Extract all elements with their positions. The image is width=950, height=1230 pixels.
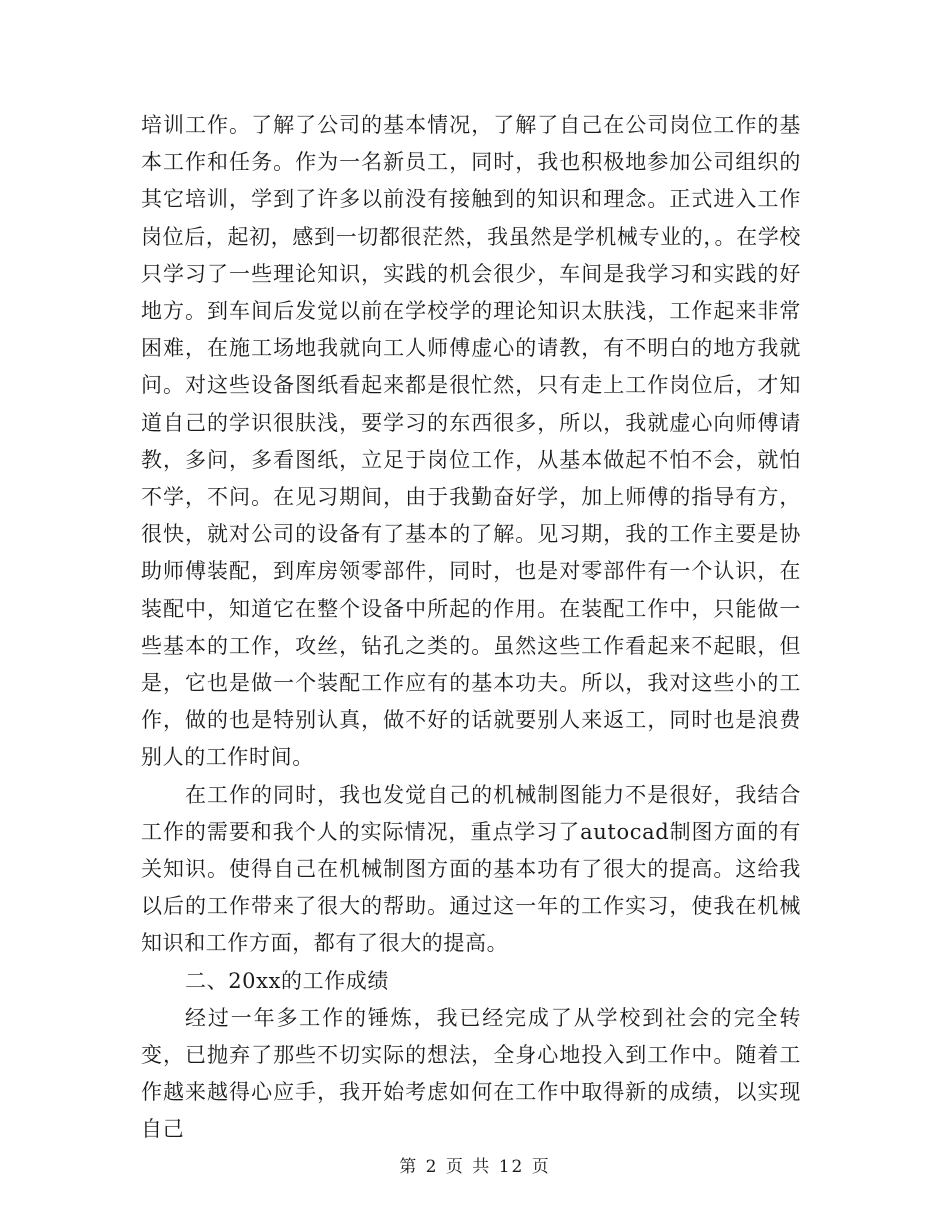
page-number-footer: 第 2 页 共 12 页	[399, 1157, 551, 1177]
body-paragraph-2: 在工作的同时，我也发觉自己的机械制图能力不是很好，我结合工作的需要和我个人的实际情况，重点学习了autocad制图方面的有关知识。使得自己在机械制图方面的基本功有了很大的提高。这给我以后的工作带来了很大的帮助。通过这一年的工作实习，使我在机械知识和工作方面，都有了很大的提高。	[141, 782, 801, 956]
body-paragraph-3: 经过一年多工作的锤炼，我已经完成了从学校到社会的完全转变，已抛弃了那些不切实际的想法，全身心地投入到工作中。随着工作越来越得心应手，我开始考虑如何在工作中取得新的成绩，以实现自己	[141, 1005, 801, 1142]
section-heading: 二、20xx的工作成绩	[185, 968, 390, 993]
document-body	[141, 107, 801, 1149]
body-paragraph-1: 培训工作。了解了公司的基本情况，了解了自己在公司岗位工作的基本工作和任务。作为一名新员工，同时，我也积极地参加公司组织的其它培训，学到了许多以前没有接触到的知识和理念。正式进入工作岗位后，起初，感到一切都很茫然，我虽然是学机械专业的，。在学校只学习了一些理论知识，实践的机会很少，车间是我学习和实践的好地方。到车间后发觉以前在学校学的理论知识太肤浅，工作起来非常困难，在施工场地我就向工人师傅虚心的请教，有不明白的地方我就问。对这些设备图纸看起来都是很忙然，只有走上工作岗位后，才知道自己的学识很肤浅，要学习的东西很多，所以，我就虚心向师傅请教，多问，多看图纸，立足于岗位工作，从基本做起不怕不会，就怕不学，不问。在见习期间，由于我勤奋好学，加上师傅的指导有方，很快，就对公司的设备有了基本的了解。见习期，我的工作主要是协助师傅装配，到库房领零部件，同时，也是对零部件有一个认识，在装配中，知道它在整个设备中所起的作用。在装配工作中，只能做一些基本的工作，攻丝，钻孔之类的。虽然这些工作看起来不起眼，但是，它也是做一个装配工作应有的基本功夫。所以，我对这些小的工作，做的也是特别认真，做不好的话就要别人来返工，同时也是浪费别人的工作时间。	[141, 113, 801, 770]
